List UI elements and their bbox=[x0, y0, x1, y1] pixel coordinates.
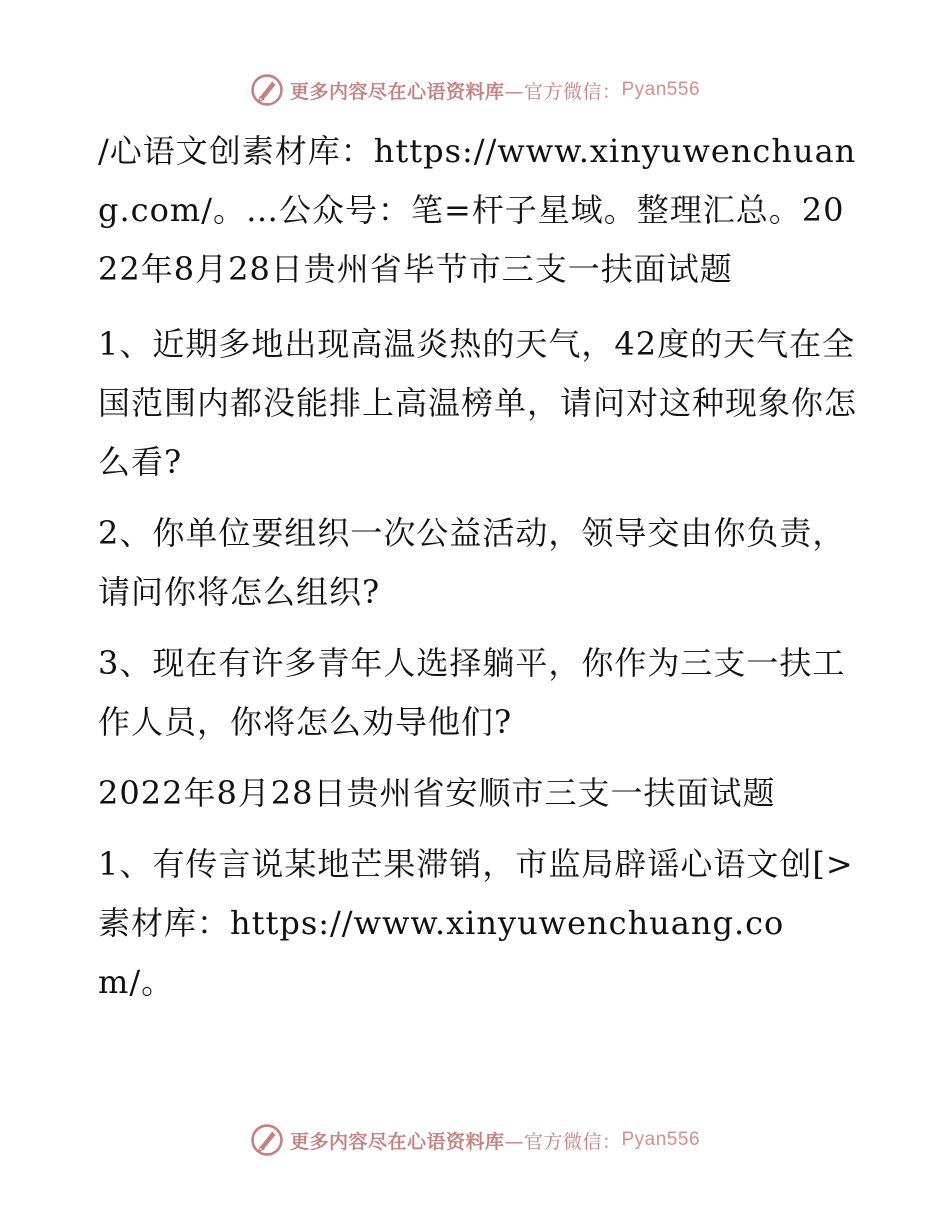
watermark-wechat-id: Pyan556 bbox=[621, 1129, 701, 1150]
header-watermark bbox=[0, 72, 950, 108]
watermark-sub-text: —官方微信： bbox=[504, 1130, 622, 1153]
pen-logo-icon bbox=[250, 73, 284, 107]
watermark-sub-text: —官方微信： bbox=[504, 80, 622, 103]
question-paragraph-3: 3、现在有许多青年人选择躺平，你作为三支一扶工作人员，你将怎么劝导他们? bbox=[98, 644, 846, 741]
question-paragraph-2: 2、你单位要组织一次公益活动，领导交由你负责，请问你将怎么组织? bbox=[98, 514, 846, 611]
question-paragraph-1: 1、近期多地出现高温炎热的天气，42度的天气在全国范围内都没能排上高温榜单，请问对这种现象你怎么看? bbox=[98, 325, 858, 481]
section-heading-anshun: 2022年8月28日贵州省安顺市三支一扶面试题 bbox=[98, 774, 776, 812]
watermark-main-text: 更多内容尽在心语资料库 bbox=[289, 80, 505, 103]
document-body bbox=[98, 122, 858, 1024]
question-paragraph-anshun-1: 1、有传言说某地芒果滞销，市监局辟谣心语文创[>素材库：https://www.xinyuwenchuang.com/。 bbox=[98, 845, 854, 1001]
watermark-wechat-id: Pyan556 bbox=[621, 79, 701, 100]
footer-watermark bbox=[0, 1122, 950, 1158]
watermark-main-text: 更多内容尽在心语资料库 bbox=[289, 1130, 505, 1153]
pen-logo-icon bbox=[250, 1123, 284, 1157]
intro-paragraph: /心语文创素材库：https://www.xinyuwenchuang.com/。…公众号：笔=杆子星域。整理汇总。2022年8月28日贵州省毕节市三支一扶面试题 bbox=[98, 132, 857, 288]
